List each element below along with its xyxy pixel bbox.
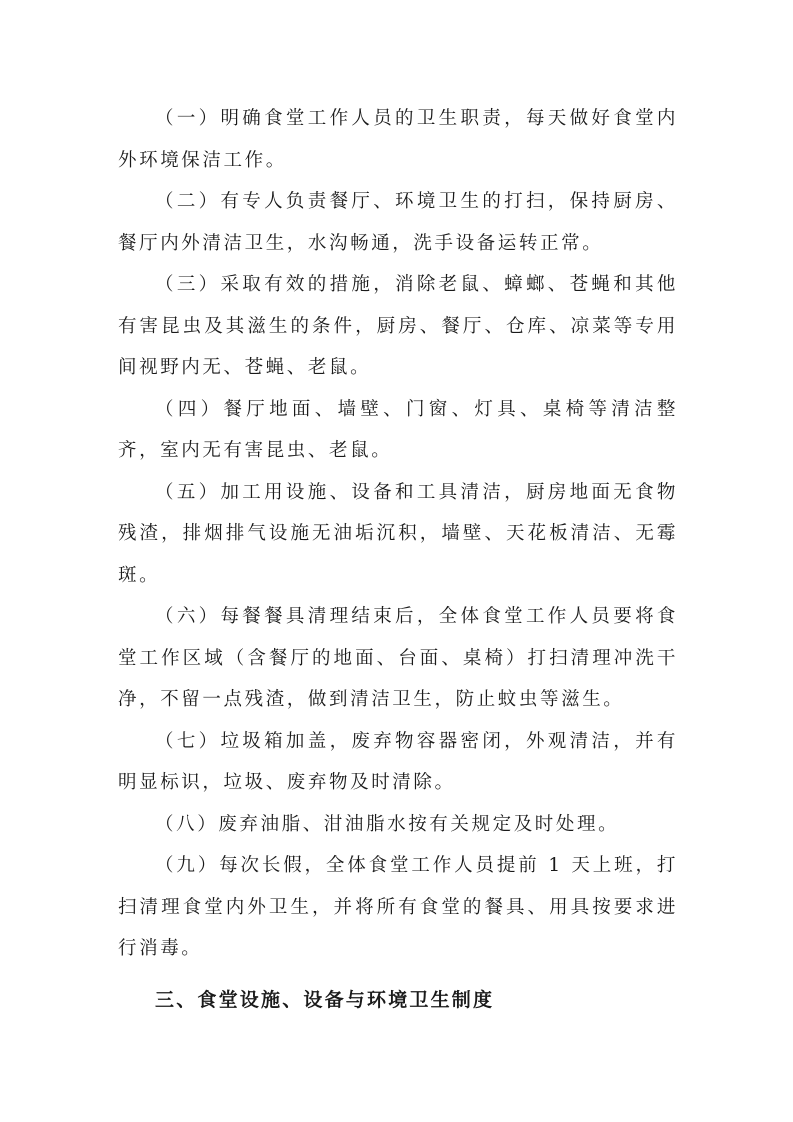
paragraph-2: （二）有专人负责餐厅、环境卫生的打扫，保持厨房、餐厅内外清洁卫生，水沟畅通，洗手设备运转正常。 (118, 191, 678, 254)
paragraph-6: （六）每餐餐具清理结束后，全体食堂工作人员要将食堂工作区域（含餐厅的地面、台面、桌椅）打扫清理冲洗干净，不留一点残渣，做到清洁卫生，防止蚊虫等滋生。 (118, 606, 678, 710)
paragraph-9: （九）每次长假，全体食堂工作人员提前 1 天上班，打扫清理食堂内外卫生，并将所有食堂的餐具、用具按要求进行消毒。 (118, 855, 678, 959)
paragraph-5: （五）加工用设施、设备和工具清洁，厨房地面无食物残渣，排烟排气设施无油垢沉积，墙壁、天花板清洁、无霉斑。 (118, 481, 678, 586)
document-body (118, 98, 678, 1021)
section-heading: 三、食堂设施、设备与环境卫生制度 (155, 988, 495, 1011)
paragraph-4: （四）餐厅地面、墙壁、门窗、灯具、桌椅等清洁整齐，室内无有害昆虫、老鼠。 (118, 398, 678, 461)
paragraph-7: （七）垃圾箱加盖，废弃物容器密闭，外观清洁，并有明显标识，垃圾、废弃物及时清除。 (118, 730, 678, 793)
paragraph-1: （一）明确食堂工作人员的卫生职责，每天做好食堂内外环境保洁工作。 (118, 108, 678, 171)
paragraph-3: （三）采取有效的措施，消除老鼠、蟑螂、苍蝇和其他有害昆虫及其滋生的条件，厨房、餐厅、仓库、凉菜等专用间视野内无、苍蝇、老鼠。 (118, 274, 678, 378)
paragraph-8: （八）废弃油脂、泔油脂水按有关规定及时处理。 (155, 813, 620, 835)
